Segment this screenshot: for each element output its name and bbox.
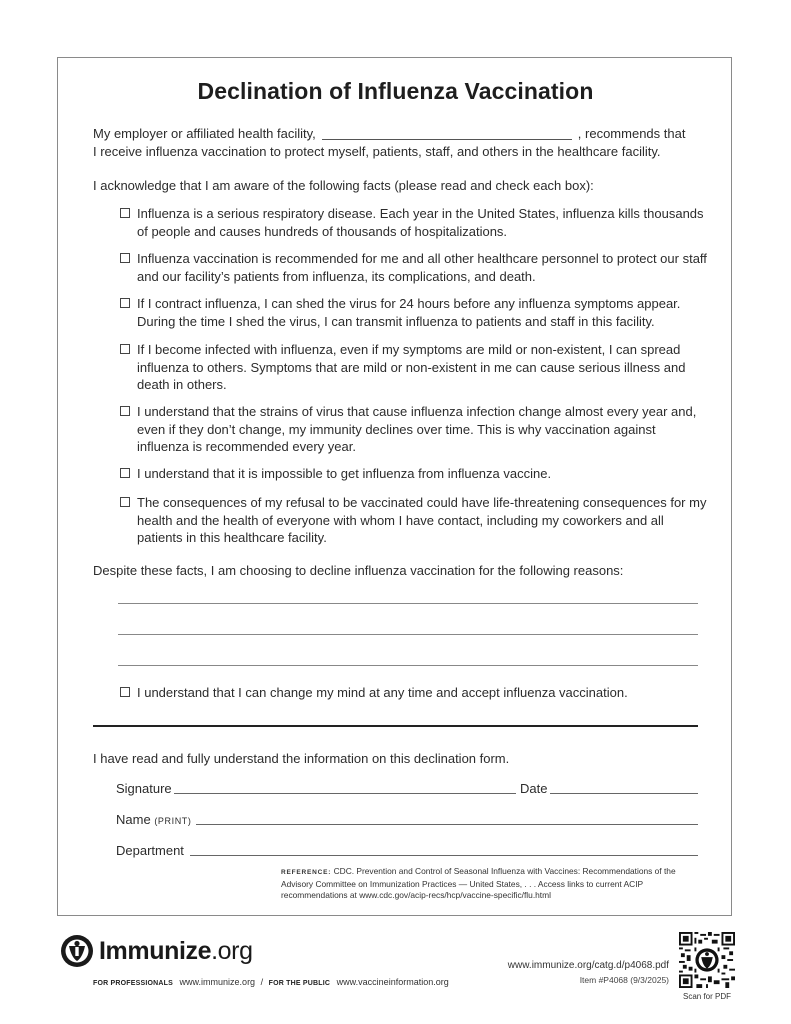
fact-checkbox[interactable] xyxy=(120,497,130,507)
qr-code-icon[interactable] xyxy=(679,932,735,988)
name-print-sublabel: (PRINT) xyxy=(154,816,192,826)
fact-item xyxy=(120,403,710,456)
logo-word: Immunize xyxy=(99,936,212,965)
read-statement: I have read and fully understand the information on this declination form. xyxy=(93,751,510,766)
fact-item xyxy=(120,250,710,285)
footer-links xyxy=(93,977,452,987)
signature-label: Signature xyxy=(116,781,172,796)
fact-checkbox[interactable] xyxy=(120,298,130,308)
name-label: Name xyxy=(116,812,151,827)
reference-note xyxy=(281,866,701,902)
reasons-label: Despite these facts, I am choosing to decline influenza vaccination for the following reasons: xyxy=(93,563,624,578)
professionals-link[interactable]: www.immunize.org xyxy=(179,977,256,987)
fact-text: Influenza is a serious respiratory disease. Each year in the United States, influenza kills thousands of people and causes hundreds of thousands of hospitalizations. xyxy=(137,206,704,239)
fact-checkbox[interactable] xyxy=(120,344,130,354)
change-mind-item xyxy=(120,684,710,702)
fact-checkbox[interactable] xyxy=(120,468,130,478)
signature-field[interactable] xyxy=(174,793,516,794)
intro-line-1 xyxy=(93,125,685,143)
fact-item xyxy=(120,494,710,547)
reference-text: CDC. Prevention and Control of Seasonal Influenza with Vaccines: Recommendations of the Advisory Committee on Immunization Practices — United States, . . . Access links to current ACIP recommendations at www.cdc.gov/acip-recs/hcp/vaccine-specific/flu.html xyxy=(281,866,676,900)
fact-text: I understand that the strains of virus that cause influenza infection change almost every year and, even if they don’t change, my immunity declines over time. This is why vaccination against influenza is recommended every year. xyxy=(137,404,697,454)
fact-checkbox[interactable] xyxy=(120,406,130,416)
intro-line-2: I receive influenza vaccination to protect myself, patients, staff, and others in the healthcare facility. xyxy=(93,144,661,159)
section-divider xyxy=(93,725,698,727)
fact-item xyxy=(120,341,710,394)
public-link[interactable]: www.vaccineinformation.org xyxy=(336,977,449,987)
reason-line-3[interactable] xyxy=(118,665,698,666)
footer-separator: / xyxy=(260,977,264,987)
fact-item xyxy=(120,205,710,240)
logo-wordmark xyxy=(99,937,253,966)
immunize-logo-icon xyxy=(60,934,94,968)
fact-checkbox[interactable] xyxy=(120,208,130,218)
date-field[interactable] xyxy=(550,793,698,794)
intro-text-after: , recommends that xyxy=(577,126,686,141)
reference-key: REFERENCE: xyxy=(281,869,332,876)
pdf-link[interactable]: www.immunize.org/catg.d/p4068.pdf xyxy=(507,960,669,971)
name-label-group xyxy=(116,811,192,830)
footer-item-info xyxy=(508,960,669,985)
change-mind-text: I understand that I can change my mind at any time and accept influenza vaccination. xyxy=(137,685,628,700)
change-mind-checkbox[interactable] xyxy=(120,687,130,697)
fact-item xyxy=(120,465,710,483)
department-label: Department xyxy=(116,843,184,858)
fact-text: Influenza vaccination is recommended for me and all other healthcare personnel to protect our staff and our facility’s patients from influenza, its complications, and death. xyxy=(137,251,707,284)
professionals-label: FOR PROFESSIONALS xyxy=(93,980,174,987)
facility-name-field[interactable] xyxy=(322,127,572,140)
reason-line-2[interactable] xyxy=(118,634,698,635)
intro-text-before: My employer or affiliated health facility, xyxy=(93,126,316,141)
department-field[interactable] xyxy=(190,855,698,856)
date-label: Date xyxy=(520,781,548,796)
reason-line-1[interactable] xyxy=(118,603,698,604)
fact-text: If I contract influenza, I can shed the virus for 24 hours before any influenza symptoms appear. During the time I shed the virus, I can transmit influenza to patients and staff in this facility. xyxy=(137,296,681,329)
public-label: FOR THE PUBLIC xyxy=(268,980,331,987)
fact-checkbox[interactable] xyxy=(120,253,130,263)
page-title: Declination of Influenza Vaccination xyxy=(197,78,594,104)
logo-suffix: .org xyxy=(211,936,253,965)
acknowledge-statement: I acknowledge that I am aware of the following facts (please read and check each box): xyxy=(93,178,594,193)
immunize-logo[interactable] xyxy=(60,933,253,969)
fact-text: If I become infected with influenza, even if my symptoms are mild or non-existent, I can spread influenza to others. Symptoms that are mild or non-existent in me can cause serious illness and death in others. xyxy=(137,342,686,392)
fact-text: I understand that it is impossible to get influenza from influenza vaccine. xyxy=(137,466,552,481)
qr-caption: Scan for PDF xyxy=(682,992,731,1001)
fact-item xyxy=(120,295,710,330)
fact-text: The consequences of my refusal to be vaccinated could have life-threatening consequences for my health and the health of everyone with whom I have contact, including my coworkers and all patients in this healthcare facility. xyxy=(137,495,707,545)
item-number: Item #P4068 (9/3/2025) xyxy=(579,975,669,985)
name-field[interactable] xyxy=(196,824,698,825)
